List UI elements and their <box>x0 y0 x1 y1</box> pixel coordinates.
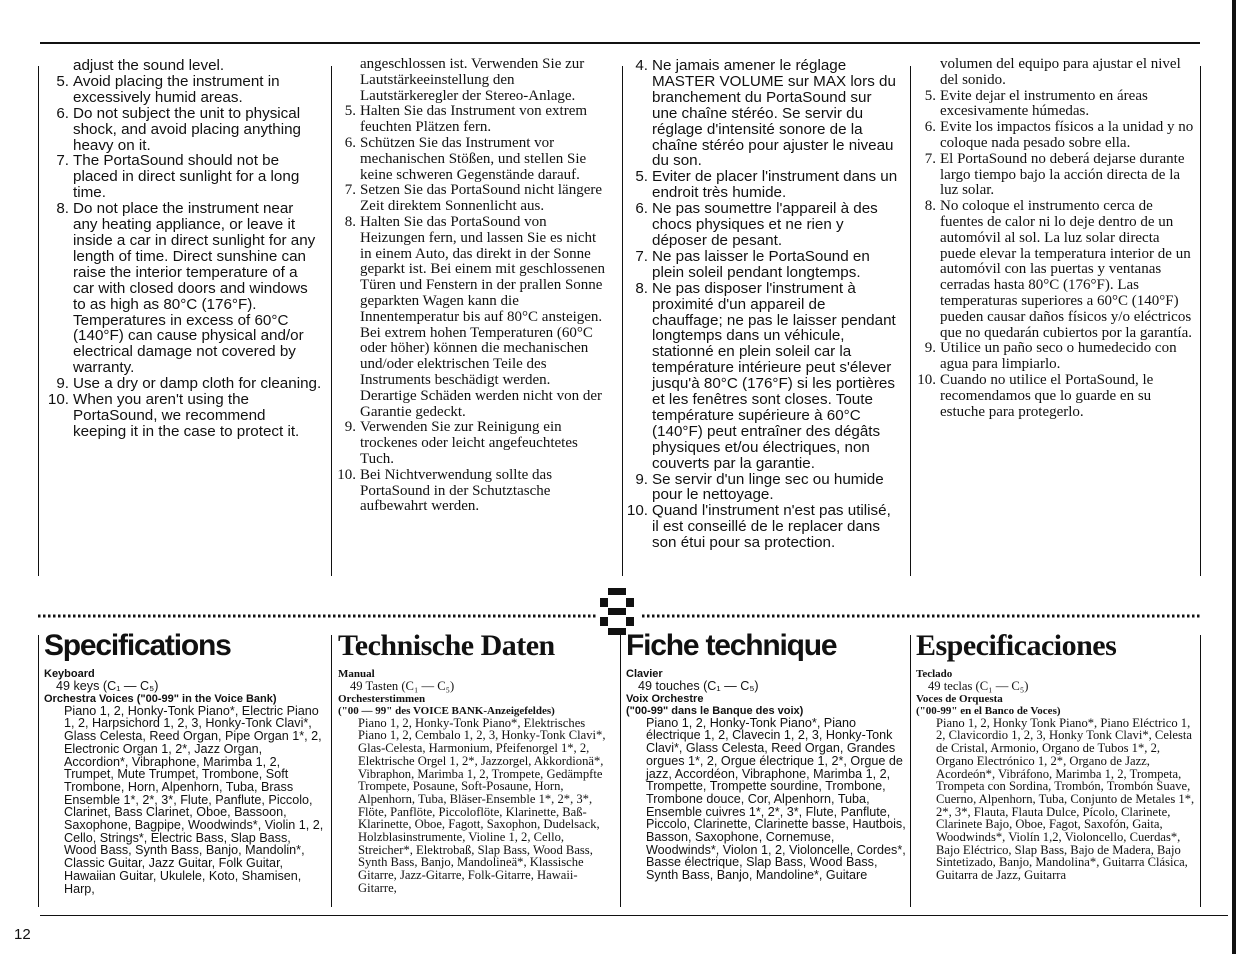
care-item-number: 5. <box>924 87 936 104</box>
keyboard-label: Manual <box>338 668 375 680</box>
spec-divider <box>1200 635 1201 907</box>
care-item-text: Cuando no utilice el PortaSound, le recomendamos que lo guarde en su estuche para protegerlo. <box>940 371 1154 420</box>
voices-value: Piano 1, 2, Honky-Tonk Piano*, Elektrisches Piano 1, 2, Cembalo 1, 2, 3, Honky-Tonk Clavi*, Glas-Celesta, Harmonium, Pfeifenorgel 1*, 2, Elektrische Orgel 1, 2*, Jazzorgel, Akkordionä*, Vibraphon, Marimba 1, 2, Trompete, Gedämpfte Trompete, Posaune, Soft-Posaune, Horn, Alpenhorn, Tuba, Bläser-Ensemble 1*, 2*, 3*, Flöte, Panflöte, Piccoloflöte, Klarinette, Baß-Klarinette, Oboe, Fagott, Saxophon, Dudelsack, Holzblasinstrumente, Violine 1, 2, Cello, Streicher*, Elektrobaß, Slap Bass, Wood Bass, Synth Bass, Banjo, Mandolineä*, Klassische Gitarre, Jazz-Gitarre, Folk-Gitarre, Hawaii-Gitarre, <box>358 715 606 895</box>
voices-label-detail: ("00-99" en el Banco de Voces) <box>916 704 1061 717</box>
care-column-english <box>47 58 322 458</box>
column-divider <box>910 66 911 576</box>
column-divider <box>38 66 39 576</box>
dotted-separator-left <box>36 613 596 619</box>
care-item-text: Ne pas soumettre l'appareil à des chocs physiques et ne rien y déposer de pesant. <box>652 200 878 249</box>
keyboard-value: 49 keys (C₁ — C₅) <box>56 679 159 693</box>
care-item-number: 8. <box>344 213 356 230</box>
voices-value: Piano 1, 2, Honky Tonk Piano*, Piano Eléctrico 1, 2, Clavicordio 1, 2, 3, Honky Tonk Clavi*, Celesta de Cristal, Armonio, Organo de Tubos 1*, 2, Organo Electrónico 1, 2*, Organo de Jazz, Acordeón*, Vibráfono, Marimba 1, 2, Trompeta, Trompeta con Sordina, Trombón, Trombón Suave, Cuerno, Alpenhorn, Tuba, Conjunto de Metales 1*, 2*, 3*, Flauta, Flauta Dulce, Pícolo, Clarinete, Clarinete Bajo, Oboe, Fagot, Saxofón, Gaita, Woodwinds*, Violín 1,2, Violoncello, Cuerdas*, Bajo Eléctrico, Slap Bass, Bajo de Madera, Bajo Sintetizado, Banjo, Mandolina*, Guitarra Clásica, Guitarra de Jazz, Guitarra <box>936 715 1195 883</box>
care-list-item <box>334 215 609 420</box>
care-item-text: Setzen Sie das PortaSound nicht längere Zeit direktem Sonnenlicht aus. <box>360 182 603 215</box>
care-item-number: 9. <box>56 375 69 393</box>
keyboard-value: 49 Tasten (C₁ — C₅) <box>350 679 455 693</box>
spec-heading: Fiche technique <box>626 630 837 662</box>
care-item-number: 6. <box>344 134 356 151</box>
care-list-item <box>47 376 322 392</box>
care-item-text: Eviter de placer l'instrument dans un endroit très humide. <box>652 168 898 202</box>
care-item-number: 9. <box>924 340 936 357</box>
care-list-item <box>914 199 1194 341</box>
care-list-item <box>334 104 609 136</box>
care-list-item <box>626 472 898 504</box>
voices-label: Voix Orchestre <box>626 692 704 705</box>
care-item-number: 5. <box>344 103 356 120</box>
care-item-number: 4. <box>635 58 648 74</box>
spec-section-english <box>44 630 326 910</box>
keyboard-label: Teclado <box>916 668 953 680</box>
care-list-item <box>914 152 1194 199</box>
care-item-text: Evite dejar el instrumento en áreas excesivamente húmedas. <box>940 87 1148 120</box>
care-list-item <box>914 373 1194 420</box>
care-item-number: 5. <box>635 168 648 186</box>
care-item-number <box>334 57 360 104</box>
spec-divider <box>620 635 621 907</box>
care-item-number: 6. <box>56 104 69 122</box>
care-item-number <box>914 57 940 89</box>
care-list-item <box>47 153 322 201</box>
care-list-item <box>47 58 322 74</box>
care-item-text: Utilice un paño seco o humedecido con agua para limpiarlo. <box>940 340 1177 373</box>
care-item-text: Se servir d'un linge sec ou humide pour le nettoyage. <box>652 470 884 504</box>
bottom-rule <box>40 915 1228 916</box>
care-item-text: Ne pas disposer l'instrument à proximité d'un appareil de chauffage; ne pas le laisser pendant longtemps dans un véhicule, stationné en plein soleil car la température intérieure peut s'élever jusqu'à 80°C (176°F) si les portières et les fenêtres sont closes. Toute température supérieure à 60°C (140°F) peut entraîner des dégâts physiques et/ou électriques, non couverts par la garantie. <box>652 279 896 472</box>
care-item-text: Ne jamais amener le réglage MASTER VOLUME sur MAX lors du branchement du PortaSound sur une chaîne stéréo. Se servir du réglage d'intensité sonore de la chaîne stéréo pour ajuster le niveau du son. <box>652 58 896 170</box>
care-item-text: No coloque el instrumento cerca de fuentes de calor ni lo deje dentro de un automóvil al sol. La luz solar directa puede elevar la temperatura interior de un automóvil con las puertas y ventanas cerradas hasta 80°C (176°F). Las temperaturas superiores a 60°C (140°F) pueden causar daños físicos y/o eléctricos que no quedarán cubiertos por la garantía. <box>940 198 1192 341</box>
voices-label: Orchestra Voices ("00-99" in the Voice Bank) <box>44 692 277 705</box>
care-item-number: 10. <box>47 391 69 409</box>
voices-value: Piano 1, 2, Honky-Tonk Piano*, Electric Piano 1, 2, Harpsichord 1, 2, 3, Honky-Tonk Clavi*, Glass Celesta, Reed Organ, Pipe Organ 1*, 2, Electronic Organ 1, 2*, Jazz Organ, Accordion*, Vibraphone, Marimba 1, 2, Trumpet, Mute Trumpet, Trombone, Soft Trombone, Horn, Alpenhorn, Tuba, Brass Ensemble 1*, 2*, 3*, Flute, Panflute, Piccolo, Clarinet, Bass Clarinet, Oboe, Bassoon, Saxophone, Bagpipe, Woodwinds*, Violin 1, 2, Cello, Strings*, Electric Bass, Slap Bass, Wood Bass, Synth Bass, Banjo, Mandolin*, Classic Guitar, Jazz Guitar, Folk Guitar, Hawaiian Guitar, Ukulele, Koto, Shamisen, Harp, <box>64 703 324 896</box>
care-item-text: Do not place the instrument near any heating appliance, or leave it inside a car in direct sunlight for any length of time. Direct sunshine can raise the interior temperature of a car with closed doors and windows to as high as 80°C (176°F). Temperatures in excess of 60°C (140°F) can cause physical and/or electrical damage not covered by warranty. <box>73 200 316 377</box>
care-list-item <box>626 169 898 201</box>
care-item-text: angeschlossen ist. Verwenden Sie zur Lautstärkeeinstellung den Lautstärkeregler der Stereo-Anlage. <box>360 57 585 104</box>
care-item-text: adjust the sound level. <box>73 58 225 74</box>
care-list-item <box>914 57 1194 89</box>
care-list-item <box>626 503 898 551</box>
keyboard-label: Keyboard <box>44 668 95 680</box>
spec-section-spanish <box>916 630 1196 910</box>
care-item-text: Schützen Sie das Instrument vor mechanischen Stößen, und stellen Sie keine schweren Gegenstände darauf. <box>360 134 587 183</box>
column-divider <box>1200 66 1201 576</box>
care-item-text: Bei Nichtverwendung sollte das PortaSound in der Schutztasche aufbewahrt werden. <box>360 466 553 515</box>
care-list-item <box>626 58 898 169</box>
column-divider <box>331 66 332 576</box>
care-list-item <box>47 106 322 154</box>
spec-heading: Technische Daten <box>338 630 555 662</box>
care-item-number: 6. <box>924 119 936 136</box>
care-list-item <box>626 201 898 249</box>
care-item-text: volumen del equipo para ajustar el nivel del sonido. <box>940 57 1181 88</box>
page-number: 12 <box>14 926 31 943</box>
care-item-number: 8. <box>635 279 648 297</box>
top-rule <box>40 42 1200 44</box>
care-item-number: 6. <box>635 200 648 218</box>
voices-label-detail: ("00-99" dans le Banque des voix) <box>626 704 804 717</box>
spec-divider <box>910 635 911 907</box>
care-list-item <box>334 136 609 183</box>
care-item-number: 8. <box>56 200 69 218</box>
care-item-text: Halten Sie das PortaSound von Heizungen fern, und lassen Sie es nicht in einem Auto, das direkt in der Sonne geparkt ist. Bei einem mit geschlossenen Türen und Fenstern in der prallen Sonne geparkten Wagen kann die Innentemperatur bis auf 80°C ansteigen. Bei extrem hohen Temperaturen (60°C oder höher) können die mechanischen und/oder elektrischen Teile des Instruments beschädigt werden. Derartige Schäden werden nicht von der Garantie gedeckt. <box>360 213 605 420</box>
care-item-text: Ne pas laisser le PortaSound en plein soleil pendant longtemps. <box>652 247 870 281</box>
care-list-item <box>334 420 609 467</box>
care-item-text: Quand l'instrument n'est pas utilisé, il est conseillé de le replacer dans son étui pour sa protection. <box>652 502 891 552</box>
column-divider <box>622 66 623 576</box>
care-list-item <box>47 201 322 376</box>
care-item-text: El PortaSound no deberá dejarse durante largo tiempo bajo la acción directa de la luz solar. <box>940 150 1185 199</box>
spec-divider <box>38 635 39 907</box>
keyboard-value: 49 teclas (C₁ — C₅) <box>928 679 1029 693</box>
care-item-number: 9. <box>635 470 648 488</box>
voices-label-detail: ("00 — 99" des VOICE BANK-Anzeigefeldes) <box>338 704 555 717</box>
dotted-separator-right <box>640 613 1202 619</box>
care-item-text: When you aren't using the PortaSound, we recommend keeping it in the case to protect it. <box>73 391 300 440</box>
voices-label: Orchesterstimmen <box>338 692 426 705</box>
care-list-item <box>914 89 1194 121</box>
care-item-number: 8. <box>924 198 936 215</box>
care-column-german <box>334 57 609 557</box>
care-list-item <box>334 468 609 515</box>
spec-heading: Especificaciones <box>916 630 1117 662</box>
care-column-spanish <box>914 57 1194 477</box>
care-column-french <box>626 58 898 588</box>
care-item-number: 7. <box>635 247 648 265</box>
care-item-number: 10. <box>626 502 648 520</box>
care-item-number: 10. <box>337 466 356 483</box>
care-item-text: Use a dry or damp cloth for cleaning. <box>73 375 322 393</box>
care-list-item <box>914 341 1194 373</box>
spec-heading: Specifications <box>44 630 231 662</box>
care-item-number: 5. <box>56 72 69 90</box>
care-item-text: Avoid placing the instrument in excessively humid areas. <box>73 72 280 106</box>
care-item-number: 9. <box>344 419 356 436</box>
care-item-text: Do not subject the unit to physical shock, and avoid placing anything heavy on it. <box>73 104 301 154</box>
care-item-text: Verwenden Sie zur Reinigung ein trockenes oder leicht angefeuchtetes Tuch. <box>360 419 578 467</box>
care-item-text: Evite los impactos físicos a la unidad y no coloque nada pesado sobre ella. <box>940 119 1194 151</box>
spec-section-french <box>626 630 906 910</box>
spec-divider <box>331 635 332 907</box>
care-item-number: 10. <box>917 371 936 388</box>
voices-value: Piano 1, 2, Honky-Tonk Piano*, Piano électrique 1, 2, Clavecin 1, 2, 3, Honky-Tonk Clavi*, Glass Celesta, Reed Organ, Grandes orgues 1*, 2, Orgue électrique 1, 2*, Orgue de jazz, Accordéon, Vibraphone, Marimba 1, 2, Trompette, Trompette sourdine, Trombone, Trombone douce, Cor, Alpenhorn, Tuba, Ensemble cuivres 1*, 2*, 3*, Flute, Panflute, Piccolo, Clarinette, Clarinette basse, Hautbois, Basson, Saxophone, Cornemuse, Woodwinds*, Violon 1, 2, Violoncelle, Cordes*, Basse électrique, Slap Bass, Wood Bass, Synth Bass, Banjo, Mandoline*, Guitare <box>646 715 906 883</box>
care-item-number: 7. <box>344 182 356 199</box>
voices-label: Voces de Orquesta <box>916 692 1003 705</box>
care-list-item <box>334 57 609 104</box>
keyboard-label: Clavier <box>626 668 663 680</box>
care-list-item <box>47 392 322 440</box>
care-list-item <box>334 183 609 215</box>
care-item-text: The PortaSound should not be placed in direct sunlight for a long time. <box>73 152 300 202</box>
care-list-item <box>626 249 898 281</box>
care-item-number: 7. <box>56 152 69 170</box>
care-item-text: Halten Sie das Instrument von extrem feuchten Plätzen fern. <box>360 103 588 136</box>
page-edge-bar <box>1232 0 1236 954</box>
care-list-item <box>626 281 898 472</box>
care-list-item <box>47 74 322 106</box>
keyboard-value: 49 touches (C₁ — C₅) <box>638 679 759 693</box>
care-item-number: 7. <box>924 150 936 167</box>
care-list-item <box>914 120 1194 152</box>
spec-section-german <box>338 630 614 910</box>
care-item-number <box>47 58 73 74</box>
